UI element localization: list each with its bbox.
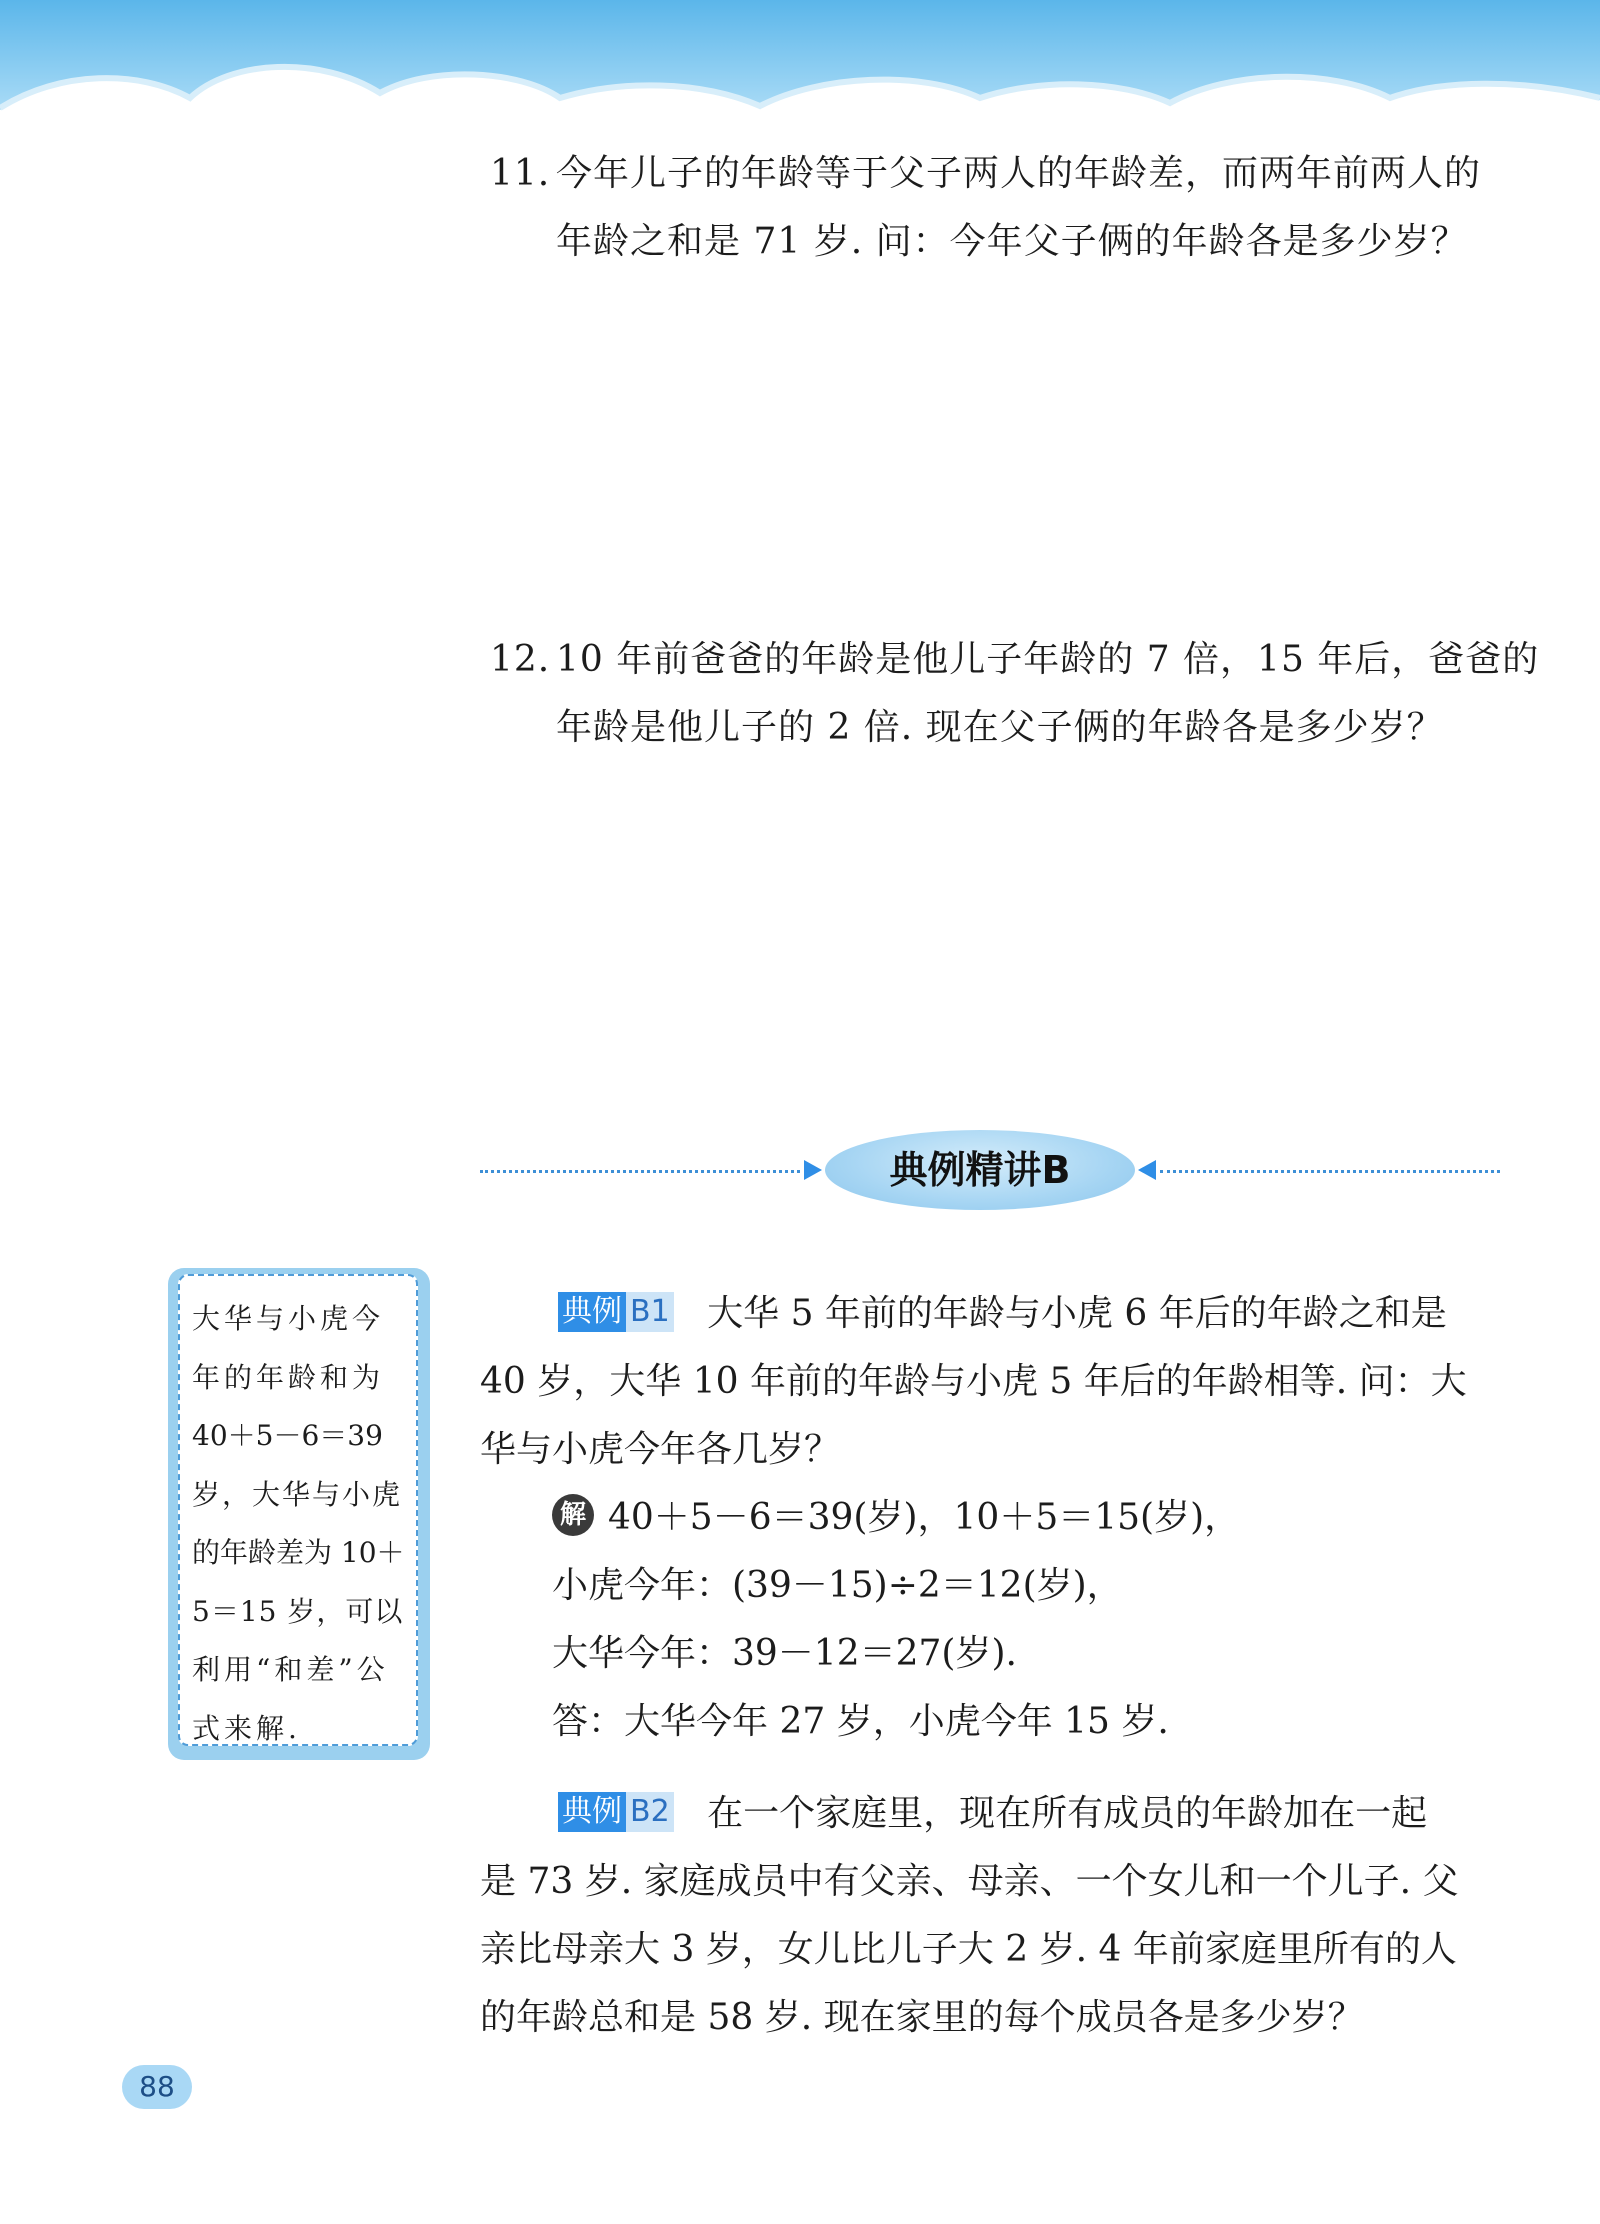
example-line: 的年龄总和是 58 岁. 现在家里的每个成员各是多少岁？ xyxy=(480,1997,1364,2038)
solution-line xyxy=(480,1484,1500,1552)
side-note-line: 利用“和差”公 xyxy=(192,1653,389,1686)
badge-prefix: 典例 xyxy=(558,1792,626,1832)
solution-text: 40＋5－6＝39(岁)，10＋5＝15(岁)， xyxy=(608,1497,1241,1538)
problem-line: 今年儿子的年龄等于父子两人的年龄差，而两年前两人的 xyxy=(556,153,1482,194)
problem-text xyxy=(556,140,1496,276)
example-text: 大华 5 年前的年龄与小虎 6 年后的年龄之和是 xyxy=(707,1293,1447,1334)
example-line: 亲比母亲大 3 岁，女儿比儿子大 2 岁. 4 年前家庭里所有的人 xyxy=(480,1929,1457,1970)
example-badge xyxy=(558,1792,674,1832)
badge-prefix: 典例 xyxy=(558,1292,626,1332)
example-text: 在一个家庭里，现在所有成员的年龄加在一起 xyxy=(707,1793,1428,1834)
example-b1 xyxy=(480,1280,1500,1756)
section-divider xyxy=(480,1130,1500,1210)
section-title: 典例精讲B xyxy=(889,1148,1071,1192)
problem-number: 11. xyxy=(490,153,551,194)
side-note-text xyxy=(192,1290,418,1758)
dotted-line-right xyxy=(1160,1170,1500,1173)
arrow-left-icon xyxy=(1138,1160,1156,1180)
answer-line: 答：大华今年 27 岁，小虎今年 15 岁. xyxy=(552,1701,1169,1742)
example-line: 华与小虎今年各几岁？ xyxy=(480,1429,841,1470)
side-note xyxy=(168,1268,430,1760)
example-b2 xyxy=(480,1780,1500,2052)
problem-number: 12. xyxy=(490,639,551,680)
page-number: 88 xyxy=(122,2065,192,2109)
side-note-line: 5＝15 岁，可以 xyxy=(192,1594,404,1628)
arrow-right-icon xyxy=(804,1160,822,1180)
side-note-line: 年的年龄和为 xyxy=(192,1360,385,1394)
solution-line: 大华今年：39－12＝27(岁). xyxy=(552,1633,1017,1674)
solve-mark-icon: 解 xyxy=(552,1494,594,1536)
side-note-line: 的年龄差为 10＋ xyxy=(192,1536,405,1569)
badge-code: B1 xyxy=(626,1292,674,1332)
problem-line: 10 年前爸爸的年龄是他儿子年龄的 7 倍，15 年后，爸爸的 xyxy=(556,639,1540,680)
example-badge xyxy=(558,1292,674,1332)
example-line: 是 73 岁. 家庭成员中有父亲、母亲、一个女儿和一个儿子. 父 xyxy=(480,1861,1459,1902)
problem-text xyxy=(556,626,1540,762)
dotted-line-left xyxy=(480,1170,800,1173)
example-line: 40 岁，大华 10 年前的年龄与小虎 5 年后的年龄相等. 问：大 xyxy=(480,1361,1467,1402)
solution-line: 小虎今年：(39－15)÷2＝12(岁)， xyxy=(552,1565,1123,1606)
badge-code: B2 xyxy=(626,1792,674,1832)
problem-line: 年龄之和是 71 岁. 问：今年父子俩的年龄各是多少岁？ xyxy=(556,221,1468,262)
example-line xyxy=(480,1780,1500,1848)
side-note-line: 岁，大华与小虎 xyxy=(192,1477,403,1511)
side-note-line: 式来解. xyxy=(192,1711,301,1745)
side-note-line: 40＋5－6＝39 xyxy=(192,1419,383,1452)
side-note-line: 大华与小虎今 xyxy=(192,1302,385,1335)
problem-line: 年龄是他儿子的 2 倍. 现在父子俩的年龄各是多少岁？ xyxy=(556,707,1444,748)
cloud-header-decoration xyxy=(0,0,1600,150)
example-line xyxy=(480,1280,1500,1348)
